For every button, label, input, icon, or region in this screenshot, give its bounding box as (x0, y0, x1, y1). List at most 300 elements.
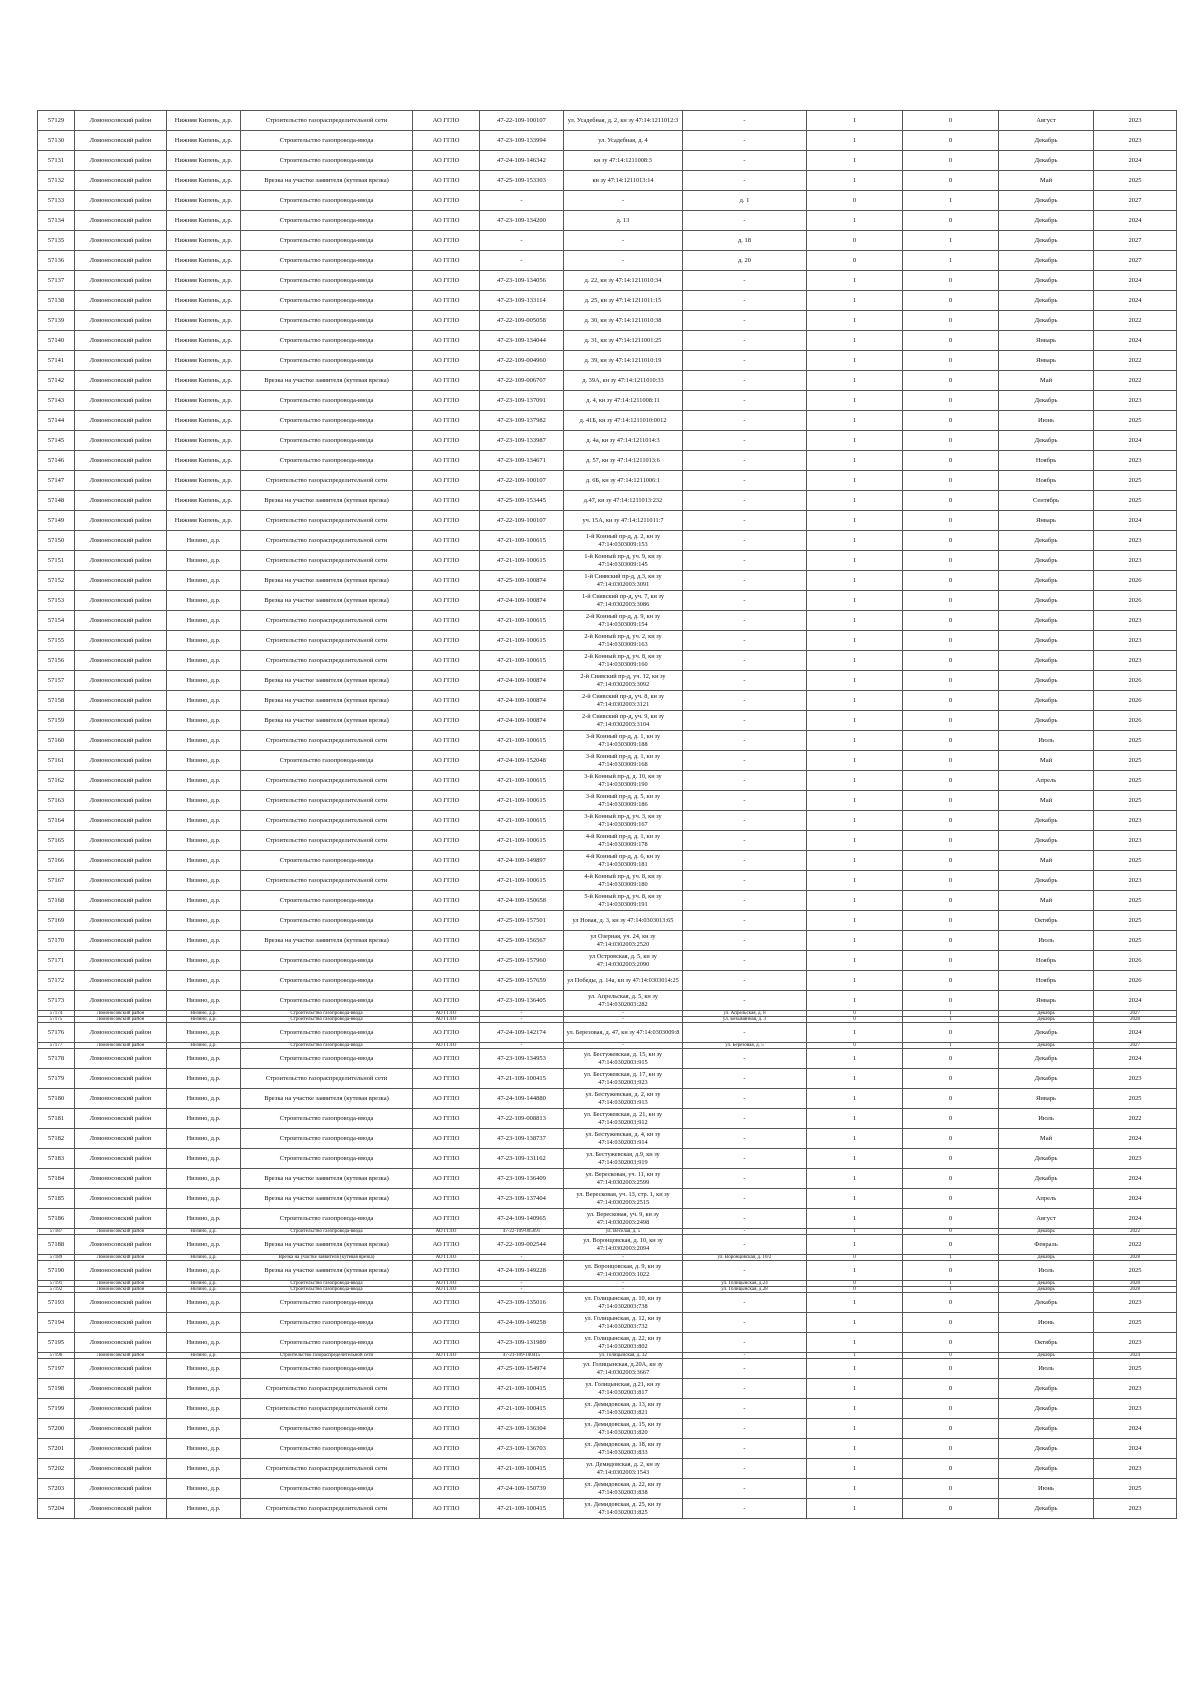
planned-address-cell: д. 18 (683, 231, 807, 251)
row-number-cell: 57131 (38, 151, 75, 171)
contract-number-cell: - (480, 1281, 564, 1287)
row-number-cell: 57138 (38, 291, 75, 311)
table-row (38, 811, 1177, 831)
month-cell: Декабрь (999, 1011, 1094, 1017)
work-type-cell: Строительство газопровода-ввода (241, 1313, 413, 1333)
contract-number-cell: 47-23-109-134953 (480, 1049, 564, 1069)
settlement-cell: Низино, д.р. (167, 1287, 241, 1293)
cadastral-address-cell: ул. Вересковая, уч. 11, кн зу 47:14:0302003:2599 (564, 1169, 683, 1189)
planned-address-cell: ул. Голицынская, д.24 (683, 1281, 807, 1287)
settlement-cell: Низино, д.р. (167, 1149, 241, 1169)
row-number-cell: 57194 (38, 1313, 75, 1333)
district-cell: Ломоносовский район (75, 1281, 167, 1287)
count-planned-cell: 1 (903, 1043, 999, 1049)
year-cell: 2023 (1094, 551, 1177, 571)
cadastral-address-cell: 3-й Конный пр-д, уч. 3, кн зу 47:14:0303009:167 (564, 811, 683, 831)
planned-address-cell: - (683, 1069, 807, 1089)
district-cell: Ломоносовский район (75, 1209, 167, 1229)
work-type-cell: Строительство газопровода-ввода (241, 991, 413, 1011)
work-type-cell: Строительство газопровода-ввода (241, 1109, 413, 1129)
settlement-cell: Нижняя Кипень, д.р. (167, 451, 241, 471)
cadastral-address-cell: кн зу 47:14:1211013:14 (564, 171, 683, 191)
planned-address-cell: - (683, 851, 807, 871)
table-row (38, 311, 1177, 331)
district-cell: Ломоносовский район (75, 751, 167, 771)
organization-cell: АО ГГЛО (413, 131, 480, 151)
table-row (38, 1049, 1177, 1069)
work-type-cell: Строительство газопровода-ввода (241, 151, 413, 171)
table-row (38, 351, 1177, 371)
row-number-cell: 57157 (38, 671, 75, 691)
count-planned-cell: 0 (903, 891, 999, 911)
contract-number-cell: 47-25-109-157960 (480, 951, 564, 971)
settlement-cell: Низино, д.р. (167, 1129, 241, 1149)
count-planned-cell: 0 (903, 351, 999, 371)
organization-cell: АО ГГЛО (413, 1169, 480, 1189)
planned-address-cell: - (683, 811, 807, 831)
table-row (38, 711, 1177, 731)
contract-number-cell: 47-25-109-153303 (480, 171, 564, 191)
organization-cell: АО ГГЛО (413, 531, 480, 551)
count-contracted-cell: 0 (807, 1043, 903, 1049)
district-cell: Ломоносовский район (75, 631, 167, 651)
planned-address-cell: - (683, 351, 807, 371)
row-number-cell: 57134 (38, 211, 75, 231)
cadastral-address-cell: 5-й Конный пр-д, уч. 8, кн зу 47:14:0303009:191 (564, 891, 683, 911)
district-cell: Ломоносовский район (75, 1293, 167, 1313)
count-planned-cell: 0 (903, 1189, 999, 1209)
count-planned-cell: 0 (903, 391, 999, 411)
work-type-cell: Строительство газораспределительной сети (241, 631, 413, 651)
district-cell: Ломоносовский район (75, 1017, 167, 1023)
organization-cell: АО ГГЛО (413, 1023, 480, 1043)
year-cell: 2023 (1094, 1069, 1177, 1089)
count-contracted-cell: 1 (807, 851, 903, 871)
row-number-cell: 57135 (38, 231, 75, 251)
settlement-cell: Нижняя Кипень, д.р. (167, 511, 241, 531)
table-row (38, 431, 1177, 451)
count-contracted-cell: 1 (807, 371, 903, 391)
work-type-cell: Строительство газопровода-ввода (241, 1287, 413, 1293)
row-number-cell: 57156 (38, 651, 75, 671)
row-number-cell: 57147 (38, 471, 75, 491)
settlement-cell: Нижняя Кипень, д.р. (167, 111, 241, 131)
count-contracted-cell: 1 (807, 1069, 903, 1089)
month-cell: Декабрь (999, 711, 1094, 731)
contract-number-cell: 47-24-109-142174 (480, 1023, 564, 1043)
month-cell: Декабрь (999, 231, 1094, 251)
settlement-cell: Низино, д.р. (167, 611, 241, 631)
work-type-cell: Строительство газопровода-ввода (241, 251, 413, 271)
table-row (38, 1069, 1177, 1089)
work-type-cell: Строительство газопровода-ввода (241, 1359, 413, 1379)
count-planned-cell: 1 (903, 1255, 999, 1261)
table-row (38, 451, 1177, 471)
year-cell: 2023 (1094, 1459, 1177, 1479)
month-cell: Декабрь (999, 1353, 1094, 1359)
work-type-cell: Строительство газораспределительной сети (241, 1353, 413, 1359)
contract-number-cell: 47-24-109-146342 (480, 151, 564, 171)
count-contracted-cell: 1 (807, 1353, 903, 1359)
settlement-cell: Низино, д.р. (167, 771, 241, 791)
row-number-cell: 57201 (38, 1439, 75, 1459)
year-cell: 2023 (1094, 611, 1177, 631)
work-type-cell: Строительство газораспределительной сети (241, 831, 413, 851)
year-cell: 2024 (1094, 1189, 1177, 1209)
row-number-cell: 57155 (38, 631, 75, 651)
count-planned-cell: 0 (903, 211, 999, 231)
work-type-cell: Строительство газопровода-ввода (241, 1209, 413, 1229)
planned-address-cell: - (683, 1439, 807, 1459)
table-row (38, 1169, 1177, 1189)
settlement-cell: Нижняя Кипень, д.р. (167, 191, 241, 211)
year-cell: 2025 (1094, 171, 1177, 191)
row-number-cell: 57161 (38, 751, 75, 771)
row-number-cell: 57144 (38, 411, 75, 431)
cadastral-address-cell: ул. Демидовская, д. 13, кн зу 47:14:0302003:821 (564, 1399, 683, 1419)
month-cell: Декабрь (999, 211, 1094, 231)
month-cell: Декабрь (999, 531, 1094, 551)
planned-address-cell: - (683, 171, 807, 191)
cadastral-address-cell: - (564, 251, 683, 271)
district-cell: Ломоносовский район (75, 331, 167, 351)
cadastral-address-cell: ул Победы, д. 14а, кн зу 47:14:0303014:25 (564, 971, 683, 991)
district-cell: Ломоносовский район (75, 191, 167, 211)
district-cell: Ломоносовский район (75, 591, 167, 611)
table-row (38, 1399, 1177, 1419)
count-planned-cell: 0 (903, 1399, 999, 1419)
count-contracted-cell: 1 (807, 1439, 903, 1459)
year-cell: 2024 (1094, 431, 1177, 451)
work-type-cell: Строительство газораспределительной сети (241, 1069, 413, 1089)
count-planned-cell: 1 (903, 1287, 999, 1293)
cadastral-address-cell: ул. Березовая, д. 47, кн зу 47:14:0303009:8 (564, 1023, 683, 1043)
row-number-cell: 57199 (38, 1399, 75, 1419)
planned-address-cell: - (683, 531, 807, 551)
count-contracted-cell: 1 (807, 1419, 903, 1439)
contract-number-cell: 47-23-109-136409 (480, 1169, 564, 1189)
month-cell: Декабрь (999, 1149, 1094, 1169)
count-contracted-cell: 1 (807, 411, 903, 431)
year-cell: 2023 (1094, 651, 1177, 671)
settlement-cell: Низино, д.р. (167, 931, 241, 951)
count-contracted-cell: 1 (807, 171, 903, 191)
contract-number-cell: 47-21-109-100615 (480, 631, 564, 651)
count-planned-cell: 0 (903, 971, 999, 991)
row-number-cell: 57180 (38, 1089, 75, 1109)
count-contracted-cell: 1 (807, 1399, 903, 1419)
month-cell: Май (999, 1129, 1094, 1149)
work-type-cell: Строительство газопровода-ввода (241, 431, 413, 451)
district-cell: Ломоносовский район (75, 1359, 167, 1379)
work-type-cell: Строительство газопровода-ввода (241, 191, 413, 211)
count-planned-cell: 0 (903, 411, 999, 431)
table-row (38, 931, 1177, 951)
organization-cell: АО ГГЛО (413, 291, 480, 311)
month-cell: Февраль (999, 1235, 1094, 1255)
planned-address-cell: ул. Березовая, д. 5 (683, 1043, 807, 1049)
table-row (38, 1499, 1177, 1519)
district-cell: Ломоносовский район (75, 451, 167, 471)
year-cell: 2023 (1094, 1499, 1177, 1519)
table-row (38, 1359, 1177, 1379)
table-row (38, 1089, 1177, 1109)
count-planned-cell: 0 (903, 1069, 999, 1089)
count-contracted-cell: 0 (807, 251, 903, 271)
cadastral-address-cell: 1-й Сиявский пр-д, д.3, кн зу 47:14:0302003:3091 (564, 571, 683, 591)
month-cell: Декабрь (999, 1419, 1094, 1439)
organization-cell: АО ГГЛО (413, 491, 480, 511)
organization-cell: АО ГГЛО (413, 1353, 480, 1359)
month-cell: Май (999, 791, 1094, 811)
work-type-cell: Строительство газопровода-ввода (241, 911, 413, 931)
year-cell: 2025 (1094, 731, 1177, 751)
district-cell: Ломоносовский район (75, 251, 167, 271)
contract-number-cell: 47-21-109-100415 (480, 1379, 564, 1399)
work-type-cell: Строительство газораспределительной сети (241, 651, 413, 671)
month-cell: Май (999, 371, 1094, 391)
planned-address-cell: ул. Апрельская, д. 8 (683, 1011, 807, 1017)
row-number-cell: 57188 (38, 1235, 75, 1255)
row-number-cell: 57164 (38, 811, 75, 831)
cadastral-address-cell: - (564, 231, 683, 251)
cadastral-address-cell: ул. Вересковая, уч. 13, стр. 1, кн зу 47:14:0302003:2515 (564, 1189, 683, 1209)
settlement-cell: Нижняя Кипень, д.р. (167, 231, 241, 251)
table-row (38, 671, 1177, 691)
settlement-cell: Низино, д.р. (167, 571, 241, 591)
district-cell: Ломоносовский район (75, 1439, 167, 1459)
count-planned-cell: 1 (903, 1017, 999, 1023)
table-row (38, 1333, 1177, 1353)
work-type-cell: Строительство газопровода-ввода (241, 1011, 413, 1017)
district-cell: Ломоносовский район (75, 211, 167, 231)
district-cell: Ломоносовский район (75, 1229, 167, 1235)
count-planned-cell: 0 (903, 1229, 999, 1235)
work-type-cell: Строительство газопровода-ввода (241, 271, 413, 291)
row-number-cell: 57178 (38, 1049, 75, 1069)
row-number-cell: 57140 (38, 331, 75, 351)
work-type-cell: Врезка на участке заявителя (кутевая врезка) (241, 691, 413, 711)
settlement-cell: Низино, д.р. (167, 1169, 241, 1189)
table-row (38, 911, 1177, 931)
table-row (38, 331, 1177, 351)
cadastral-address-cell: 3-й Конный пр-д, д. 10, кн зу 47:14:0303009:190 (564, 771, 683, 791)
count-planned-cell: 0 (903, 651, 999, 671)
cadastral-address-cell: ул. Голицынская, д. 22, кн зу 47:14:0302003:802 (564, 1333, 683, 1353)
row-number-cell: 57141 (38, 351, 75, 371)
contract-number-cell: 47-23-109-134056 (480, 271, 564, 291)
month-cell: Июль (999, 731, 1094, 751)
table-row (38, 291, 1177, 311)
planned-address-cell: - (683, 911, 807, 931)
row-number-cell: 57197 (38, 1359, 75, 1379)
count-contracted-cell: 1 (807, 351, 903, 371)
settlement-cell: Низино, д.р. (167, 791, 241, 811)
organization-cell: АО ГГЛО (413, 331, 480, 351)
count-contracted-cell: 0 (807, 1281, 903, 1287)
planned-address-cell: - (683, 1229, 807, 1235)
row-number-cell: 57171 (38, 951, 75, 971)
organization-cell: АО ГГЛО (413, 1399, 480, 1419)
month-cell: Май (999, 751, 1094, 771)
year-cell: 2027 (1094, 191, 1177, 211)
contract-number-cell: 47-25-109-100874 (480, 571, 564, 591)
planned-address-cell: - (683, 471, 807, 491)
settlement-cell: Низино, д.р. (167, 1235, 241, 1255)
count-planned-cell: 0 (903, 1169, 999, 1189)
cadastral-address-cell: 4-й Конный пр-д, уч. 8, кн зу 47:14:0303009:180 (564, 871, 683, 891)
organization-cell: АО ГГЛО (413, 1069, 480, 1089)
planned-address-cell: - (683, 1089, 807, 1109)
count-contracted-cell: 1 (807, 491, 903, 511)
month-cell: Декабрь (999, 1023, 1094, 1043)
planned-address-cell: - (683, 951, 807, 971)
cadastral-address-cell: д. 57, кн зу 47:14:1211013:6 (564, 451, 683, 471)
count-contracted-cell: 0 (807, 231, 903, 251)
planned-address-cell: - (683, 211, 807, 231)
table-row (38, 1479, 1177, 1499)
organization-cell: АО ГГЛО (413, 711, 480, 731)
table-row (38, 231, 1177, 251)
organization-cell: АО ГГЛО (413, 1011, 480, 1017)
contract-number-cell: 47-23-109-134671 (480, 451, 564, 471)
district-cell: Ломоносовский район (75, 711, 167, 731)
organization-cell: АО ГГЛО (413, 991, 480, 1011)
work-type-cell: Врезка на участке заявителя (кутевая врезка) (241, 1189, 413, 1209)
settlement-cell: Нижняя Кипень, д.р. (167, 151, 241, 171)
count-planned-cell: 0 (903, 1419, 999, 1439)
year-cell: 2023 (1094, 451, 1177, 471)
count-planned-cell: 0 (903, 271, 999, 291)
row-number-cell: 57150 (38, 531, 75, 551)
organization-cell: АО ГГЛО (413, 791, 480, 811)
row-number-cell: 57139 (38, 311, 75, 331)
settlement-cell: Низино, д.р. (167, 1313, 241, 1333)
count-contracted-cell: 1 (807, 1499, 903, 1519)
district-cell: Ломоносовский район (75, 1379, 167, 1399)
cadastral-address-cell: 2-й Конный пр-д, д. 9, кн зу 47:14:0303009:154 (564, 611, 683, 631)
table-body (38, 111, 1177, 1519)
work-type-cell: Строительство газопровода-ввода (241, 1439, 413, 1459)
month-cell: Октябрь (999, 911, 1094, 931)
month-cell: Декабрь (999, 1255, 1094, 1261)
count-contracted-cell: 1 (807, 1129, 903, 1149)
settlement-cell: Низино, д.р. (167, 1049, 241, 1069)
count-planned-cell: 0 (903, 1149, 999, 1169)
month-cell: Январь (999, 1089, 1094, 1109)
contract-number-cell: 47-24-109-144880 (480, 1089, 564, 1109)
district-cell: Ломоносовский район (75, 391, 167, 411)
row-number-cell: 57130 (38, 131, 75, 151)
organization-cell: АО ГГЛО (413, 1089, 480, 1109)
settlement-cell: Низино, д.р. (167, 691, 241, 711)
district-cell: Ломоносовский район (75, 1353, 167, 1359)
district-cell: Ломоносовский район (75, 1255, 167, 1261)
contract-number-cell: 47-22-109-004960 (480, 351, 564, 371)
contract-number-cell: 47-23-109-136703 (480, 1439, 564, 1459)
contract-number-cell: 47-24-109-150658 (480, 891, 564, 911)
row-number-cell: 57172 (38, 971, 75, 991)
planned-address-cell: - (683, 451, 807, 471)
district-cell: Ломоносовский район (75, 1459, 167, 1479)
cadastral-address-cell: 3-й Конный пр-д, д. 5, кн зу 47:14:0303009:186 (564, 791, 683, 811)
settlement-cell: Низино, д.р. (167, 1379, 241, 1399)
district-cell: Ломоносовский район (75, 1479, 167, 1499)
cadastral-address-cell: 4-й Конный пр-д, д. 6, кн зу 47:14:0303009:181 (564, 851, 683, 871)
organization-cell: АО ГГЛО (413, 511, 480, 531)
district-cell: Ломоносовский район (75, 991, 167, 1011)
year-cell: 2024 (1094, 1049, 1177, 1069)
month-cell: Август (999, 1209, 1094, 1229)
organization-cell: АО ГГЛО (413, 1189, 480, 1209)
year-cell: 2022 (1094, 371, 1177, 391)
work-type-cell: Врезка на участке заявителя (кутевая врезка) (241, 1089, 413, 1109)
organization-cell: АО ГГЛО (413, 451, 480, 471)
settlement-cell: Низино, д.р. (167, 1043, 241, 1049)
organization-cell: АО ГГЛО (413, 651, 480, 671)
year-cell: 2028 (1094, 1281, 1177, 1287)
planned-address-cell: - (683, 691, 807, 711)
count-planned-cell: 0 (903, 491, 999, 511)
district-cell: Ломоносовский район (75, 611, 167, 631)
count-contracted-cell: 1 (807, 111, 903, 131)
organization-cell: АО ГГЛО (413, 1209, 480, 1229)
month-cell: Декабрь (999, 811, 1094, 831)
contract-number-cell: 47-21-109-100415 (480, 1353, 564, 1359)
settlement-cell: Низино, д.р. (167, 1499, 241, 1519)
month-cell: Декабрь (999, 151, 1094, 171)
work-type-cell: Строительство газораспределительной сети (241, 791, 413, 811)
district-cell: Ломоносовский район (75, 351, 167, 371)
planned-address-cell: - (683, 131, 807, 151)
work-type-cell: Врезка на участке заявителя (кутевая врезка) (241, 171, 413, 191)
month-cell: Апрель (999, 1189, 1094, 1209)
count-planned-cell: 0 (903, 771, 999, 791)
work-type-cell: Строительство газораспределительной сети (241, 1379, 413, 1399)
cadastral-address-cell: ул. Голицынская, д. 32 (564, 1353, 683, 1359)
year-cell: 2025 (1094, 1313, 1177, 1333)
contract-number-cell: 47-25-109-157501 (480, 911, 564, 931)
table-row (38, 211, 1177, 231)
organization-cell: АО ГГЛО (413, 251, 480, 271)
year-cell: 2024 (1094, 1023, 1177, 1043)
planned-address-cell: - (683, 931, 807, 951)
work-type-cell: Строительство газопровода-ввода (241, 231, 413, 251)
work-type-cell: Строительство газопровода-ввода (241, 211, 413, 231)
row-number-cell: 57143 (38, 391, 75, 411)
district-cell: Ломоносовский район (75, 1109, 167, 1129)
district-cell: Ломоносовский район (75, 871, 167, 891)
count-planned-cell: 0 (903, 451, 999, 471)
settlement-cell: Низино, д.р. (167, 1333, 241, 1353)
work-type-cell: Строительство газопровода-ввода (241, 131, 413, 151)
planned-address-cell: - (683, 1129, 807, 1149)
count-contracted-cell: 1 (807, 771, 903, 791)
settlement-cell: Низино, д.р. (167, 1399, 241, 1419)
district-cell: Ломоносовский район (75, 111, 167, 131)
planned-address-cell: д. 20 (683, 251, 807, 271)
organization-cell: АО ГГЛО (413, 1293, 480, 1313)
district-cell: Ломоносовский район (75, 1287, 167, 1293)
settlement-cell: Низино, д.р. (167, 1229, 241, 1235)
count-planned-cell: 0 (903, 1313, 999, 1333)
settlement-cell: Нижняя Кипень, д.р. (167, 251, 241, 271)
organization-cell: АО ГГЛО (413, 811, 480, 831)
planned-address-cell: - (683, 391, 807, 411)
district-cell: Ломоносовский район (75, 511, 167, 531)
year-cell: 2026 (1094, 691, 1177, 711)
district-cell: Ломоносовский район (75, 1089, 167, 1109)
